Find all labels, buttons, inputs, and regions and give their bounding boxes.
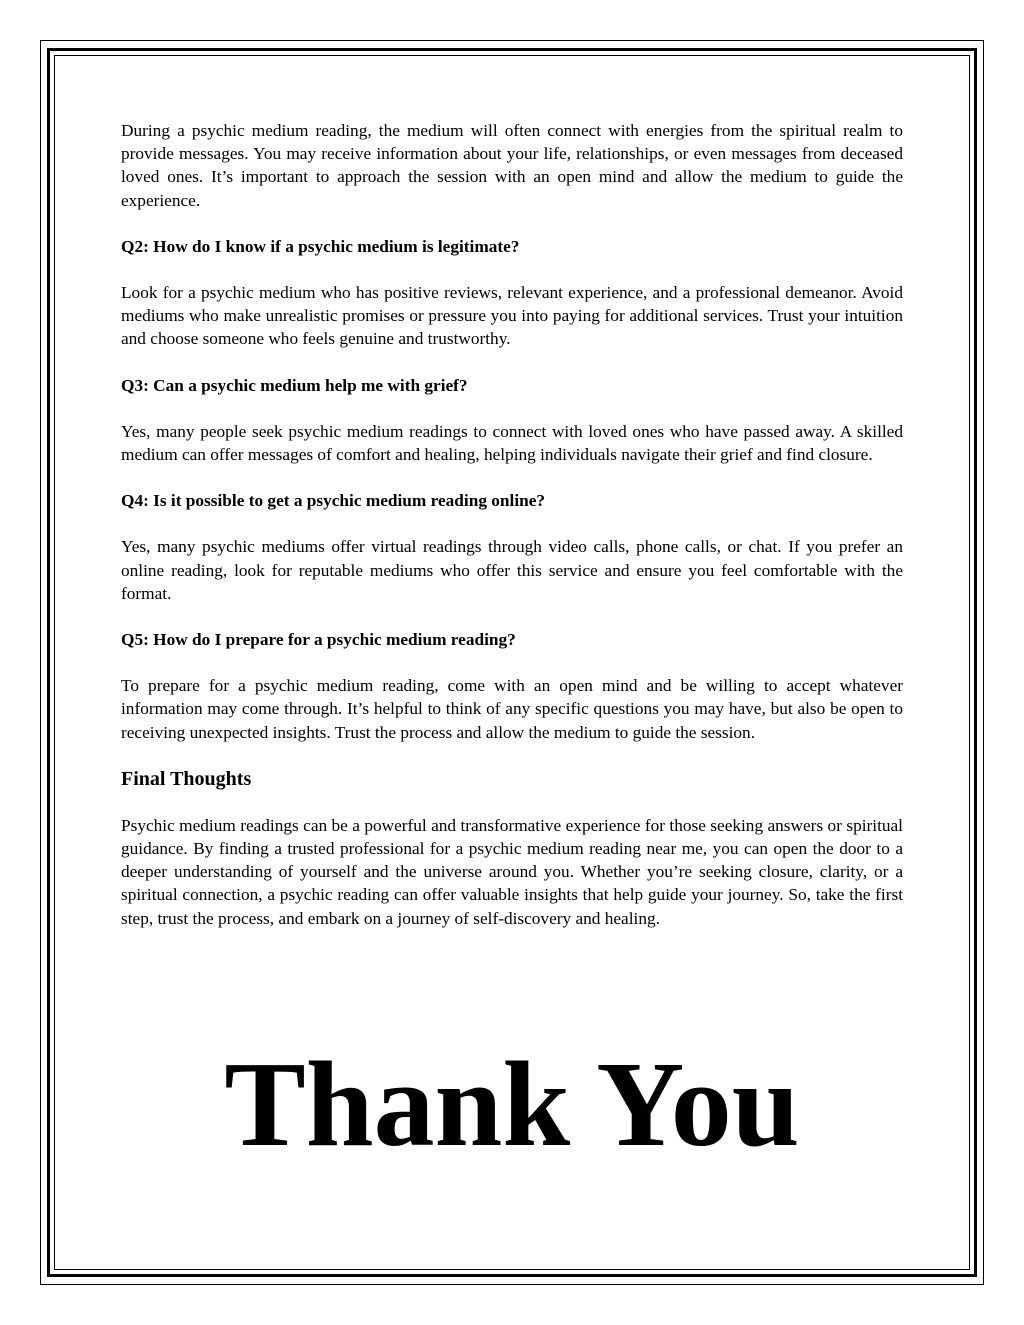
question-3: Q3: Can a psychic medium help me with grief? [121,375,468,395]
question-4: Q4: Is it possible to get a psychic medium reading online? [121,491,546,511]
final-thoughts-heading: Final Thoughts [121,767,252,790]
answer-3: Yes, many people seek psychic medium readings to connect with loved ones who have passed away. A skilled medium can offer messages of comfort and healing, helping individuals navigate their grief and find closure. [121,421,903,465]
thank-you-heading: Thank You [224,1037,800,1172]
document-body [121,119,903,930]
question-2: Q2: How do I know if a psychic medium is legitimate? [121,236,520,256]
question-5: Q5: How do I prepare for a psychic medium reading? [121,630,516,650]
intro-paragraph: During a psychic medium reading, the medium will often connect with energies from the spiritual realm to provide messages. You may receive information about your life, relationships, or even messages from deceased loved ones. It’s important to approach the session with an open mind and allow the medium to guide the experience. [121,121,903,210]
answer-5: To prepare for a psychic medium reading, come with an open mind and be willing to accept whatever information may come through. It’s helpful to think of any specific questions you may have, but also be open to receiving unexpected insights. Trust the process and allow the medium to guide the session. [121,676,903,742]
answer-2: Look for a psychic medium who has positive reviews, relevant experience, and a professional demeanor. Avoid mediums who make unrealistic promises or pressure you into paying for additional services. Trust your intuition and choose someone who feels genuine and trustworthy. [121,283,903,349]
answer-4: Yes, many psychic mediums offer virtual readings through video calls, phone calls, or chat. If you prefer an online reading, look for reputable mediums who offer this service and ensure you feel comfortable with the format. [121,537,903,603]
final-thoughts-paragraph: Psychic medium readings can be a powerful and transformative experience for those seeking answers or spiritual guidance. By finding a trusted professional for a psychic medium reading near me, you can open the door to a deeper understanding of yourself and the universe around you. Whether you’re seeking closure, clarity, or a spiritual connection, a psychic reading can offer valuable insights that help guide your journey. So, take the first step, trust the process, and embark on a journey of self-discovery and healing. [121,815,903,928]
